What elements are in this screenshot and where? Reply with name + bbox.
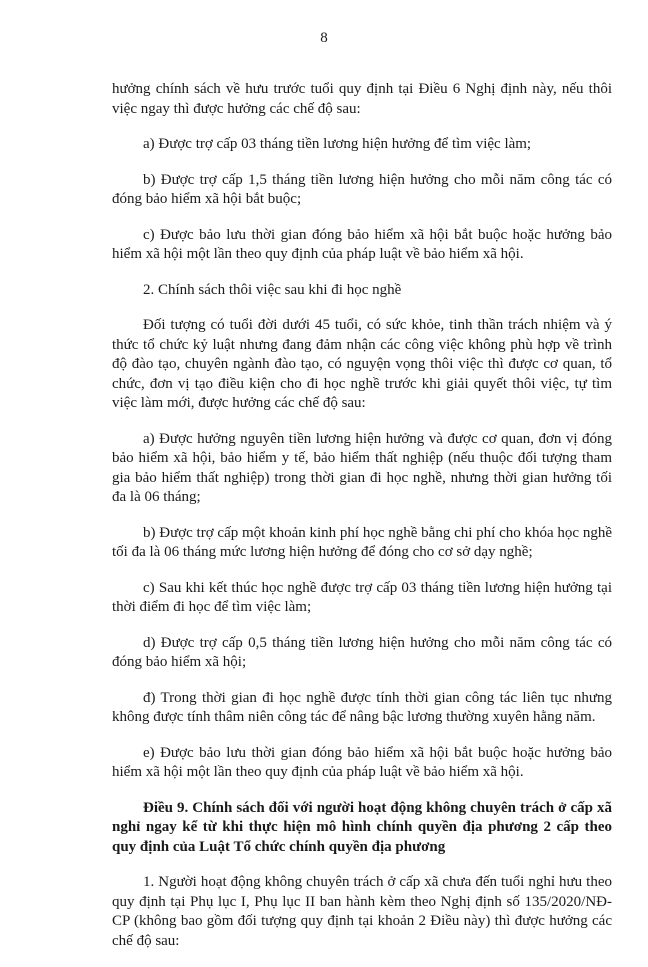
paragraph-item-e: e) Được bảo lưu thời gian đóng bảo hiểm xã hội bắt buộc hoặc hưởng bảo hiểm xã hội một lần theo quy định của pháp luật về bảo hiểm xã hội. [112, 744, 612, 780]
paragraph-item-b: b) Được trợ cấp một khoản kinh phí học nghề bằng chi phí cho khóa học nghề tối đa là 06 tháng mức lương hiện hưởng để đóng cho cơ sở dạy nghề; [112, 524, 612, 560]
article-9-heading: Điều 9. Chính sách đối với người hoạt động không chuyên trách ở cấp xã nghỉ ngay kể từ khi thực hiện mô hình chính quyền địa phương 2 cấp theo quy định của Luật Tổ chức chính quyền địa phương [112, 799, 612, 855]
paragraph-item-b: b) Được trợ cấp 1,5 tháng tiền lương hiện hưởng cho mỗi năm công tác có đóng bảo hiểm xã hội bắt buộc; [112, 171, 612, 207]
paragraph-item-a: a) Được hưởng nguyên tiền lương hiện hưởng và được cơ quan, đơn vị đóng bảo hiểm xã hội, bảo hiểm y tế, bảo hiểm thất nghiệp (nếu thuộc đối tượng tham gia bảo hiểm thất nghiệp) trong thời gian đi học nghề, nhưng thời gian hưởng tối đa là 06 tháng; [112, 430, 612, 505]
paragraph-continuation: hưởng chính sách về hưu trước tuổi quy định tại Điều 6 Nghị định này, nếu thôi việc ngay thì được hưởng các chế độ sau: [112, 81, 612, 117]
paragraph-article-9-clause-1: 1. Người hoạt động không chuyên trách ở cấp xã chưa đến tuổi nghỉ hưu theo quy định tại Phụ lục I, Phụ lục II ban hành kèm theo Nghị định số 135/2020/NĐ-CP (không bao gồm đối tượng quy định tại khoản 2 Điều này) thì được hưởng các chế độ sau: [112, 874, 612, 949]
paragraph-item-a: a) Được trợ cấp 03 tháng tiền lương hiện hưởng để tìm việc làm; [143, 136, 532, 152]
document-body [112, 80, 612, 967]
paragraph-eligibility: Đối tượng có tuổi đời dưới 45 tuổi, có sức khỏe, tinh thần trách nhiệm và ý thức tổ chức kỷ luật nhưng đang đảm nhận các công việc không phù hợp về trình độ đào tạo, chuyên ngành đào tạo, có nguyện vọng thôi việc thì được cơ quan, tổ chức, đơn vị tạo điều kiện cho đi học nghề trước khi giải quyết thôi việc, tự tìm việc làm mới, được hưởng các chế độ sau: [112, 317, 612, 411]
paragraph-item-c: c) Sau khi kết thúc học nghề được trợ cấp 03 tháng tiền lương hiện hưởng tại thời điểm đi học để tìm việc làm; [112, 579, 612, 615]
paragraph-item-dd: đ) Trong thời gian đi học nghề được tính thời gian công tác liên tục nhưng không được tính thâm niên công tác để nâng bậc lương thường xuyên hằng năm. [112, 689, 612, 725]
paragraph-item-c: c) Được bảo lưu thời gian đóng bảo hiểm xã hội bắt buộc hoặc hưởng bảo hiểm xã hội một lần theo quy định của pháp luật về bảo hiểm xã hội. [112, 226, 612, 262]
section-title-2: 2. Chính sách thôi việc sau khi đi học nghề [143, 281, 402, 298]
paragraph-item-d: d) Được trợ cấp 0,5 tháng tiền lương hiện hưởng cho mỗi năm công tác có đóng bảo hiểm xã hội; [112, 634, 612, 670]
page-number: 8 [320, 30, 328, 46]
